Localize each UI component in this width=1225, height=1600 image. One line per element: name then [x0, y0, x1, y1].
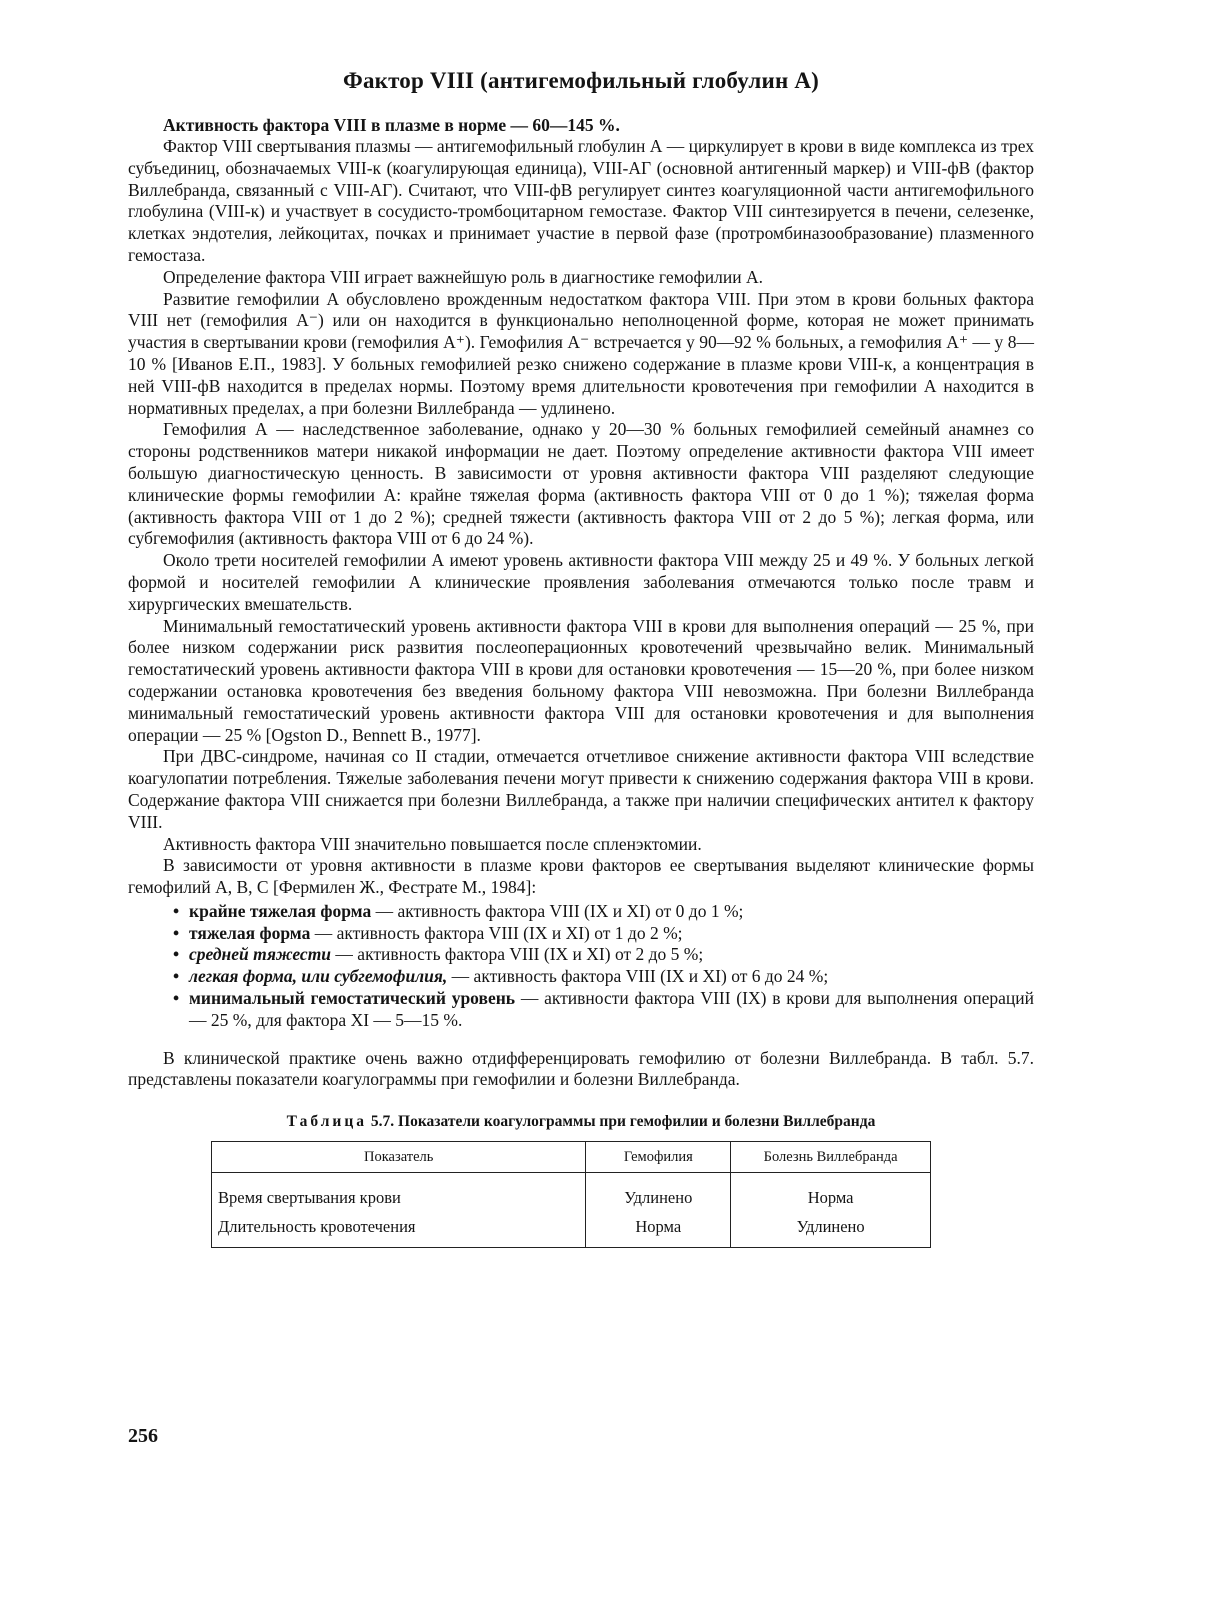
- table-caption-text: 5.7. Показатели коагулограммы при гемофилии и болезни Виллебранда: [367, 1113, 876, 1131]
- norm-value-line: Активность фактора VIII в плазме в норме — 60—145 %.: [163, 115, 620, 135]
- paragraph: Фактор VIII свертывания плазмы — антигемофильный глобулин А — циркулирует в крови в виде комплекса из трех субъединиц, обозначаемых VIII-к (коагулирующая единица), VIII-АГ (основной антигенный маркер) и VIII-фВ (фактор Виллебранда, связанный с VIII-АГ). Считают, что VIII-фВ регулирует синтез коагуляционной части антигемофильного глобулина (VIII-к) и участвует в сосудисто-тромбоцитарном гемостазе. Фактор VIII синтезируется в печени, селезенке, клетках эндотелия, лейкоцитах, почках и принимает участие в первой фазе (протромбиназообразование) плазменного гемостаза.: [128, 136, 1034, 265]
- list-item-term: средней тяжести: [189, 944, 332, 965]
- page-number: 256: [128, 1425, 158, 1447]
- spacer: [128, 1038, 1034, 1048]
- paragraph: Гемофилия А — наследственное заболевание, однако у 20—30 % больных гемофилией семейный анамнез со стороны родственников матери никакой информации не дает. Поэтому определение активности фактора VIII имеет большую диагностическую ценность. В зависимости от уровня активности фактора VIII разделяют следующие клинические формы гемофилии А: крайне тяжелая форма (активность фактора VIII от 0 до 1 %); тяжелая форма (активность фактора VIII от 1 до 2 %); средней тяжести (активность фактора VIII от 2 до 5 %); легкая форма, или субгемофилия (активность фактора VIII от 6 до 24 %).: [128, 419, 1034, 549]
- paragraph: Активность фактора VIII значительно повышается после спленэктомии.: [163, 833, 702, 854]
- paragraph: В зависимости от уровня активности в плазме крови факторов ее свертывания выделяют клинические формы гемофилий А, В, С [Фермилен Ж., Фестрате М., 1984]:: [128, 855, 1034, 898]
- table-header-cell: Показатель: [212, 1142, 586, 1173]
- table-cell: Время свертывания крови: [212, 1173, 586, 1213]
- table-header-row: [212, 1142, 931, 1173]
- list-item-text: — активность фактора VIII (IX и XI) от 1 до 2 %;: [310, 922, 683, 943]
- table-cell: Удлинено: [586, 1173, 731, 1213]
- table-caption-label: Таблица: [286, 1113, 368, 1131]
- list-item-text: — активности фактора VIII (IX) в крови для выполнения операций — 25 %, для фактора XI — 5—15 %.: [189, 988, 1034, 1030]
- hemophilia-forms-list: [128, 901, 1034, 1032]
- list-item-text: — активность фактора VIII (IX и XI) от 0 до 1 %;: [371, 900, 744, 921]
- paragraph: В клинической практике очень важно отдифференцировать гемофилию от болезни Виллебранда. В табл. 5.7. представлены показатели коагулограммы при гемофилии и болезни Виллебранда.: [128, 1047, 1034, 1090]
- table-header-cell: Гемофилия: [586, 1142, 731, 1173]
- list-item-text: — активность фактора VIII (IX и XI) от 6 до 24 %;: [447, 966, 829, 987]
- paragraph: При ДВС-синдроме, начиная со II стадии, отмечается отчетливое снижение активности фактора VIII вследствие коагулопатии потребления. Тяжелые заболевания печени могут привести к снижению содержания фактора VIII в крови. Содержание фактора VIII снижается при болезни Виллебранда, а также при наличии специфических антител к фактору VIII.: [128, 746, 1034, 832]
- table-caption: [128, 1113, 1034, 1131]
- list-item-term: тяжелая форма: [189, 922, 311, 943]
- table-cell: Удлинено: [731, 1212, 931, 1248]
- coagulogram-table: [211, 1141, 931, 1248]
- table-header-cell: Болезнь Виллебранда: [731, 1142, 931, 1173]
- paragraph: Определение фактора VIII играет важнейшую роль в диагностике гемофилии А.: [163, 266, 764, 287]
- list-item-text: — активность фактора VIII (IX и XI) от 2 до 5 %;: [331, 944, 704, 965]
- paragraph: Развитие гемофилии А обусловлено врожденным недостатком фактора VIII. При этом в крови больных фактора VIII нет (гемофилия А⁻) или он находится в функционально неполноценной форме, которая не может принимать участия в свертывании крови (гемофилия А⁺). Гемофилия А⁻ встречается у 90—92 % больных, а гемофилия А⁺ — у 8—10 % [Иванов Е.П., 1983]. У больных гемофилией резко снижено содержание в плазме крови VIII-к, а концентрация в ней VIII-фВ находится в пределах нормы. Поэтому время длительности кровотечения при гемофилии А находится в нормативных пределах, а при болезни Виллебранда — удлинено.: [128, 288, 1034, 418]
- list-item: [173, 923, 1034, 945]
- table-cell: Норма: [731, 1173, 931, 1213]
- list-item: [173, 901, 1034, 923]
- page-content: [128, 60, 1034, 1248]
- list-item: [173, 944, 1034, 966]
- list-item: [173, 966, 1034, 988]
- list-item-term: крайне тяжелая форма: [189, 900, 372, 921]
- list-item-term: легкая форма, или субгемофилия,: [189, 966, 448, 987]
- table-cell: Норма: [586, 1212, 731, 1248]
- table-row: [212, 1212, 931, 1248]
- table-cell: Длительность кровотечения: [212, 1212, 586, 1248]
- section-title: Фактор VIII (антигемофильный глобулин А): [342, 68, 820, 93]
- list-item: [173, 988, 1034, 1032]
- table-row: [212, 1173, 931, 1213]
- paragraph: Около трети носителей гемофилии А имеют уровень активности фактора VIII между 25 и 49 %. У больных легкой формой и носителей гемофилии А клинические проявления заболевания отмечаются только после травм и хирургических вмешательств.: [128, 550, 1034, 614]
- list-item-term: минимальный гемостатический уровень: [189, 988, 516, 1009]
- paragraph: Минимальный гемостатический уровень активности фактора VIII в крови для выполнения операций — 25 %, при более низком содержании риск развития послеоперационных кровотечений чрезвычайно велик. Минимальный гемостатический уровень активности фактора VIII в крови для остановки кровотечения — 15—20 %, при более низком содержании остановка кровотечения без введения больному фактора VIII невозможна. При болезни Виллебранда минимальный гемостатический уровень активности фактора VIII для остановки кровотечения и для выполнения операции — 25 % [Ogston D., Bennett B., 1977].: [128, 615, 1034, 745]
